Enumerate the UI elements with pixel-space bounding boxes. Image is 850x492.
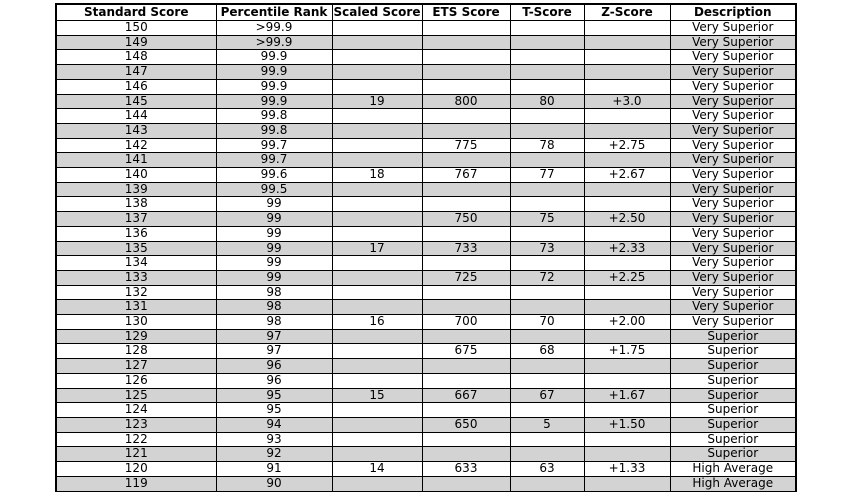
table-row — [56, 212, 796, 227]
table-row — [56, 359, 796, 374]
t-score-cell — [510, 109, 584, 124]
percentile-rank-cell: 99 — [216, 241, 332, 256]
description-cell: Very Superior — [670, 21, 796, 36]
table-row — [56, 197, 796, 212]
ets-score-cell: 633 — [422, 462, 510, 477]
description-cell: Very Superior — [670, 109, 796, 124]
t-score-cell — [510, 285, 584, 300]
scaled-score-cell — [332, 182, 422, 197]
percentile-rank-cell: 98 — [216, 315, 332, 330]
scaled-score-cell — [332, 285, 422, 300]
description-cell: Superior — [670, 417, 796, 432]
z-score-cell: +1.50 — [584, 417, 670, 432]
scaled-score-cell — [332, 476, 422, 491]
scaled-score-cell — [332, 79, 422, 94]
header-t-score: T-Score — [510, 4, 584, 21]
standard-score-cell: 129 — [56, 329, 216, 344]
table-row — [56, 403, 796, 418]
percentile-rank-cell: 98 — [216, 285, 332, 300]
ets-score-cell — [422, 35, 510, 50]
table-row — [56, 21, 796, 36]
t-score-cell — [510, 65, 584, 80]
t-score-cell — [510, 226, 584, 241]
scaled-score-cell — [332, 50, 422, 65]
z-score-cell — [584, 153, 670, 168]
percentile-rank-cell: 97 — [216, 329, 332, 344]
standard-score-cell: 131 — [56, 300, 216, 315]
t-score-cell: 5 — [510, 417, 584, 432]
t-score-cell — [510, 50, 584, 65]
percentile-rank-cell: 99 — [216, 197, 332, 212]
scaled-score-cell: 16 — [332, 315, 422, 330]
percentile-rank-cell: 99.9 — [216, 94, 332, 109]
ets-score-cell — [422, 182, 510, 197]
ets-score-cell — [422, 329, 510, 344]
description-cell: Very Superior — [670, 270, 796, 285]
standard-score-cell: 122 — [56, 432, 216, 447]
t-score-cell — [510, 300, 584, 315]
t-score-cell — [510, 197, 584, 212]
header-description: Description — [670, 4, 796, 21]
percentile-rank-cell: 99 — [216, 212, 332, 227]
percentile-rank-cell: 96 — [216, 359, 332, 374]
score-conversion-table-container — [55, 3, 797, 492]
description-cell: Superior — [670, 344, 796, 359]
table-row — [56, 168, 796, 183]
ets-score-cell — [422, 285, 510, 300]
t-score-cell: 70 — [510, 315, 584, 330]
standard-score-cell: 145 — [56, 94, 216, 109]
percentile-rank-cell: 99 — [216, 256, 332, 271]
description-cell: Very Superior — [670, 94, 796, 109]
table-row — [56, 65, 796, 80]
description-cell: Very Superior — [670, 65, 796, 80]
ets-score-cell: 700 — [422, 315, 510, 330]
z-score-cell: +2.33 — [584, 241, 670, 256]
table-body — [56, 21, 796, 492]
scaled-score-cell — [332, 35, 422, 50]
z-score-cell — [584, 79, 670, 94]
standard-score-cell: 144 — [56, 109, 216, 124]
percentile-rank-cell: 99.8 — [216, 109, 332, 124]
t-score-cell: 78 — [510, 138, 584, 153]
table-row — [56, 35, 796, 50]
description-cell: High Average — [670, 476, 796, 491]
table-row — [56, 94, 796, 109]
percentile-rank-cell: 94 — [216, 417, 332, 432]
z-score-cell: +1.75 — [584, 344, 670, 359]
standard-score-cell: 149 — [56, 35, 216, 50]
standard-score-cell: 128 — [56, 344, 216, 359]
t-score-cell: 63 — [510, 462, 584, 477]
table-row — [56, 182, 796, 197]
z-score-cell — [584, 123, 670, 138]
ets-score-cell: 650 — [422, 417, 510, 432]
scaled-score-cell — [332, 270, 422, 285]
z-score-cell — [584, 50, 670, 65]
percentile-rank-cell: 99.9 — [216, 50, 332, 65]
ets-score-cell: 800 — [422, 94, 510, 109]
ets-score-cell: 733 — [422, 241, 510, 256]
t-score-cell — [510, 359, 584, 374]
t-score-cell — [510, 373, 584, 388]
description-cell: Superior — [670, 373, 796, 388]
table-row — [56, 344, 796, 359]
percentile-rank-cell: >99.9 — [216, 21, 332, 36]
scaled-score-cell — [332, 153, 422, 168]
description-cell: Superior — [670, 432, 796, 447]
scaled-score-cell: 18 — [332, 168, 422, 183]
t-score-cell — [510, 432, 584, 447]
percentile-rank-cell: 95 — [216, 388, 332, 403]
table-row — [56, 241, 796, 256]
description-cell: Very Superior — [670, 138, 796, 153]
table-row — [56, 447, 796, 462]
z-score-cell — [584, 432, 670, 447]
t-score-cell: 67 — [510, 388, 584, 403]
t-score-cell — [510, 123, 584, 138]
header-standard-score: Standard Score — [56, 4, 216, 21]
z-score-cell — [584, 65, 670, 80]
t-score-cell: 68 — [510, 344, 584, 359]
z-score-cell — [584, 403, 670, 418]
t-score-cell — [510, 329, 584, 344]
percentile-rank-cell: 99 — [216, 270, 332, 285]
t-score-cell — [510, 476, 584, 491]
t-score-cell: 72 — [510, 270, 584, 285]
standard-score-cell: 143 — [56, 123, 216, 138]
description-cell: Very Superior — [670, 168, 796, 183]
ets-score-cell: 775 — [422, 138, 510, 153]
header-ets-score: ETS Score — [422, 4, 510, 21]
t-score-cell — [510, 182, 584, 197]
standard-score-cell: 132 — [56, 285, 216, 300]
description-cell: Very Superior — [670, 153, 796, 168]
z-score-cell — [584, 300, 670, 315]
percentile-rank-cell: >99.9 — [216, 35, 332, 50]
ets-score-cell — [422, 153, 510, 168]
z-score-cell: +3.0 — [584, 94, 670, 109]
z-score-cell — [584, 109, 670, 124]
z-score-cell: +1.67 — [584, 388, 670, 403]
description-cell: Very Superior — [670, 197, 796, 212]
percentile-rank-cell: 99.9 — [216, 79, 332, 94]
t-score-cell — [510, 35, 584, 50]
standard-score-cell: 125 — [56, 388, 216, 403]
z-score-cell: +2.25 — [584, 270, 670, 285]
standard-score-cell: 142 — [56, 138, 216, 153]
table-row — [56, 300, 796, 315]
table-row — [56, 109, 796, 124]
ets-score-cell — [422, 50, 510, 65]
t-score-cell — [510, 21, 584, 36]
table-row — [56, 79, 796, 94]
ets-score-cell — [422, 432, 510, 447]
percentile-rank-cell: 97 — [216, 344, 332, 359]
description-cell: Superior — [670, 403, 796, 418]
standard-score-cell: 120 — [56, 462, 216, 477]
scaled-score-cell — [332, 300, 422, 315]
percentile-rank-cell: 99.7 — [216, 138, 332, 153]
header-z-score: Z-Score — [584, 4, 670, 21]
scaled-score-cell: 17 — [332, 241, 422, 256]
z-score-cell — [584, 476, 670, 491]
table-row — [56, 138, 796, 153]
percentile-rank-cell: 93 — [216, 432, 332, 447]
standard-score-cell: 148 — [56, 50, 216, 65]
scaled-score-cell — [332, 432, 422, 447]
standard-score-cell: 134 — [56, 256, 216, 271]
description-cell: Very Superior — [670, 300, 796, 315]
standard-score-cell: 137 — [56, 212, 216, 227]
percentile-rank-cell: 99.7 — [216, 153, 332, 168]
standard-score-cell: 130 — [56, 315, 216, 330]
t-score-cell — [510, 153, 584, 168]
description-cell: Very Superior — [670, 212, 796, 227]
standard-score-cell: 140 — [56, 168, 216, 183]
header-scaled-score: Scaled Score — [333, 5, 421, 19]
description-cell: Very Superior — [670, 256, 796, 271]
z-score-cell — [584, 359, 670, 374]
ets-score-cell: 725 — [422, 270, 510, 285]
table-row — [56, 285, 796, 300]
standard-score-cell: 139 — [56, 182, 216, 197]
table-row — [56, 373, 796, 388]
t-score-cell — [510, 79, 584, 94]
z-score-cell — [584, 197, 670, 212]
scaled-score-cell — [332, 344, 422, 359]
ets-score-cell: 767 — [422, 168, 510, 183]
ets-score-cell — [422, 123, 510, 138]
scaled-score-cell — [332, 447, 422, 462]
z-score-cell — [584, 21, 670, 36]
description-cell: Very Superior — [670, 123, 796, 138]
ets-score-cell — [422, 300, 510, 315]
percentile-rank-cell: 99.8 — [216, 123, 332, 138]
percentile-rank-cell: 99.5 — [216, 182, 332, 197]
ets-score-cell — [422, 359, 510, 374]
ets-score-cell — [422, 403, 510, 418]
scaled-score-cell — [332, 256, 422, 271]
ets-score-cell — [422, 256, 510, 271]
scaled-score-cell — [332, 197, 422, 212]
percentile-rank-cell: 95 — [216, 403, 332, 418]
t-score-cell: 75 — [510, 212, 584, 227]
standard-score-cell: 135 — [56, 241, 216, 256]
scaled-score-cell — [332, 417, 422, 432]
description-cell: Very Superior — [670, 241, 796, 256]
ets-score-cell — [422, 79, 510, 94]
table-row — [56, 329, 796, 344]
description-cell: Very Superior — [670, 35, 796, 50]
percentile-rank-cell: 91 — [216, 462, 332, 477]
standard-score-cell: 126 — [56, 373, 216, 388]
standard-score-cell: 127 — [56, 359, 216, 374]
t-score-cell — [510, 403, 584, 418]
percentile-rank-cell: 96 — [216, 373, 332, 388]
ets-score-cell — [422, 197, 510, 212]
description-cell: Superior — [670, 388, 796, 403]
t-score-cell — [510, 256, 584, 271]
t-score-cell: 77 — [510, 168, 584, 183]
description-cell: Very Superior — [670, 182, 796, 197]
scaled-score-cell: 19 — [332, 94, 422, 109]
description-cell: Very Superior — [670, 79, 796, 94]
z-score-cell: +2.75 — [584, 138, 670, 153]
scaled-score-cell: 14 — [332, 462, 422, 477]
scaled-score-cell — [332, 329, 422, 344]
table-row — [56, 315, 796, 330]
standard-score-cell: 150 — [56, 21, 216, 36]
header-row — [56, 4, 796, 21]
scaled-score-cell — [332, 226, 422, 241]
percentile-rank-cell: 99.6 — [216, 168, 332, 183]
description-cell: Very Superior — [670, 50, 796, 65]
scaled-score-cell — [332, 123, 422, 138]
scaled-score-cell — [332, 403, 422, 418]
z-score-cell — [584, 35, 670, 50]
table-row — [56, 388, 796, 403]
ets-score-cell — [422, 447, 510, 462]
table-row — [56, 256, 796, 271]
z-score-cell: +2.50 — [584, 212, 670, 227]
description-cell: High Average — [670, 462, 796, 477]
table-row — [56, 270, 796, 285]
standard-score-cell: 133 — [56, 270, 216, 285]
z-score-cell: +1.33 — [584, 462, 670, 477]
ets-score-cell — [422, 21, 510, 36]
header-percentile-rank: Percentile Rank — [216, 4, 332, 21]
ets-score-cell: 675 — [422, 344, 510, 359]
percentile-rank-cell: 92 — [216, 447, 332, 462]
scaled-score-cell — [332, 359, 422, 374]
table-row — [56, 462, 796, 477]
standard-score-cell: 124 — [56, 403, 216, 418]
ets-score-cell — [422, 109, 510, 124]
z-score-cell — [584, 373, 670, 388]
table-row — [56, 123, 796, 138]
ets-score-cell — [422, 226, 510, 241]
scaled-score-cell: 15 — [332, 388, 422, 403]
ets-score-cell — [422, 373, 510, 388]
description-cell: Superior — [670, 447, 796, 462]
percentile-rank-cell: 99.9 — [216, 65, 332, 80]
ets-score-cell — [422, 65, 510, 80]
standard-score-cell: 121 — [56, 447, 216, 462]
scaled-score-cell — [332, 109, 422, 124]
table-row — [56, 153, 796, 168]
t-score-cell — [510, 447, 584, 462]
t-score-cell: 80 — [510, 94, 584, 109]
z-score-cell — [584, 226, 670, 241]
standard-score-cell: 123 — [56, 417, 216, 432]
table-row — [56, 226, 796, 241]
percentile-rank-cell: 99 — [216, 226, 332, 241]
z-score-cell — [584, 329, 670, 344]
z-score-cell — [584, 285, 670, 300]
description-cell: Very Superior — [670, 226, 796, 241]
standard-score-cell: 141 — [56, 153, 216, 168]
scaled-score-cell — [332, 373, 422, 388]
standard-score-cell: 138 — [56, 197, 216, 212]
t-score-cell: 73 — [510, 241, 584, 256]
scaled-score-cell — [332, 21, 422, 36]
percentile-rank-cell: 98 — [216, 300, 332, 315]
ets-score-cell — [422, 476, 510, 491]
percentile-rank-cell: 90 — [216, 476, 332, 491]
scaled-score-cell — [332, 138, 422, 153]
scaled-score-cell — [332, 65, 422, 80]
ets-score-cell: 750 — [422, 212, 510, 227]
description-cell: Very Superior — [670, 315, 796, 330]
table-row — [56, 476, 796, 491]
z-score-cell: +2.00 — [584, 315, 670, 330]
description-cell: Superior — [670, 359, 796, 374]
table-row — [56, 417, 796, 432]
z-score-cell — [584, 447, 670, 462]
scaled-score-cell — [332, 212, 422, 227]
score-conversion-table — [55, 3, 797, 492]
standard-score-cell: 147 — [56, 65, 216, 80]
standard-score-cell: 119 — [56, 476, 216, 491]
ets-score-cell: 667 — [422, 388, 510, 403]
table-row — [56, 50, 796, 65]
standard-score-cell: 146 — [56, 79, 216, 94]
standard-score-cell: 136 — [56, 226, 216, 241]
z-score-cell — [584, 182, 670, 197]
table-row — [56, 432, 796, 447]
description-cell: Superior — [670, 329, 796, 344]
z-score-cell: +2.67 — [584, 168, 670, 183]
description-cell: Very Superior — [670, 285, 796, 300]
z-score-cell — [584, 256, 670, 271]
